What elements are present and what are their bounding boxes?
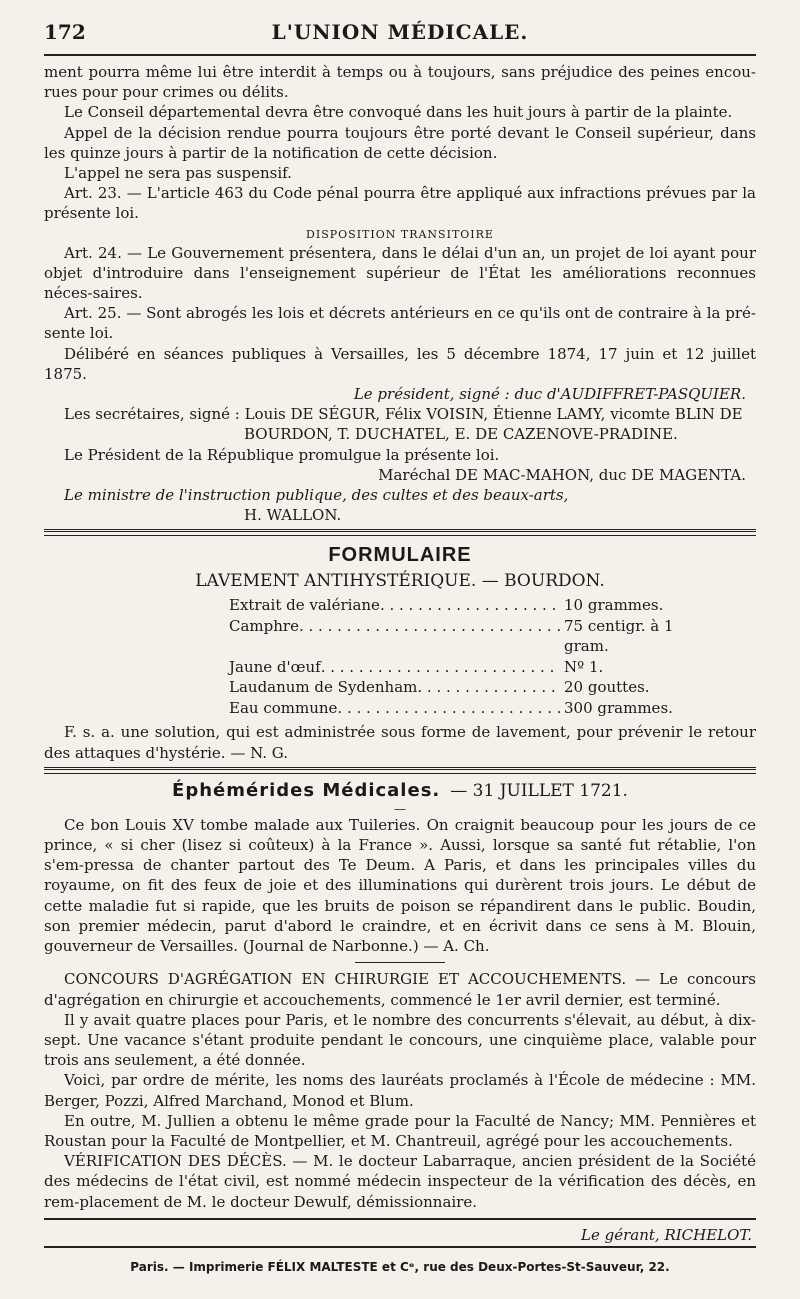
leader-dots <box>337 698 560 719</box>
deliberation-line: Délibéré en séances publiques à Versailles, les 5 décembre 1874, 17 juin et 12 juillet 1875. <box>44 344 756 383</box>
journal-page <box>44 20 756 1274</box>
short-divider <box>355 962 445 963</box>
news-paragraph: Il y avait quatre places pour Paris, et le nombre des concurrents s'élevait, au début, à dix-sept. Une vacance s'étant produite pendant le concours, une cinquième place, valable pour trois ans seulement, a été donnée. <box>44 1010 756 1070</box>
recipe-instructions: F. s. a. une solution, qui est administrée sous forme de lavement, pour prévenir le retour des attaques d'hystérie. — N. G. <box>44 723 756 762</box>
ephemerides-heading <box>44 780 756 801</box>
page-header <box>44 20 756 52</box>
law-paragraph: Le Conseil départemental devra être convoqué dans les huit jours à partir de la plainte. <box>64 103 733 122</box>
ephemerides-section <box>44 780 756 956</box>
recipe-quantity: 75 centigr. à 1 gram. <box>564 616 674 656</box>
law-paragraph: L'appel ne sera pas suspensif. <box>64 164 292 183</box>
leader-dots <box>380 595 560 616</box>
article-23: Art. 23. — L'article 463 du Code pénal pourra être appliqué aux infractions prévues par la présente loi. <box>44 184 756 223</box>
section-divider <box>44 529 756 536</box>
recipe-ingredient: Laudanum de Sydenham <box>229 678 418 697</box>
news-paragraph: En outre, M. Jullien a obtenu le même grade pour la Faculté de Nancy; MM. Pennières et Roustan pour la Faculté de Montpellier, et M. Chantreuil, agrégé pour les accouchements. <box>44 1111 756 1150</box>
recipe-item <box>229 677 689 698</box>
journal-title: L'UNION MÉDICALE. <box>271 20 529 44</box>
law-text-section <box>44 62 756 525</box>
recipe-list <box>229 595 689 718</box>
recipe-quantity: 10 grammes. <box>564 596 664 615</box>
recipe-quantity: 300 grammes. <box>564 698 673 717</box>
leader-dots <box>299 616 560 657</box>
ephemerides-dash: — <box>394 801 406 816</box>
section-divider <box>44 767 756 774</box>
recipe-quantity: Nº 1. <box>564 657 604 676</box>
article-25: Art. 25. — Sont abrogés les lois et décrets antérieurs en ce qu'ils ont de contraire à la pré-sente loi. <box>44 304 756 343</box>
news-paragraph: Voici, par ordre de mérite, les noms des lauréats proclamés à l'École de médecine : MM. Berger, Pozzi, Alfred Marchand, Monod et Blum. <box>44 1071 756 1110</box>
promulgation-line: Le Président de la République promulgue la présente loi. <box>64 445 500 464</box>
recipe-ingredient: Camphre <box>229 616 299 635</box>
disposition-heading: DISPOSITION TRANSITOIRE <box>306 227 494 241</box>
article-24: Art. 24. — Le Gouvernement présentera, dans le délai d'un an, un projet de loi ayant pour objet d'introduire dans l'enseignement supérieur de l'État les améliorations reconnues néces-saires. <box>44 243 756 303</box>
recipe-item <box>229 698 689 719</box>
secretaries-signature: Les secrétaires, signé : Louis DE SÉGUR, Félix VOISIN, Étienne LAMY, vicomte BLIN DE <box>64 405 743 424</box>
recipe-item <box>229 595 689 616</box>
recipe-ingredient: Jaune d'œuf <box>229 657 321 676</box>
minister-name: H. WALLON. <box>244 506 342 525</box>
president-signature: Le président, signé : duc d'AUDIFFRET-PASQUIER. <box>353 385 746 404</box>
law-paragraph: Appel de la décision rendue pourra toujours être porté devant le Conseil supérieur, dans les quinze jours à partir de la notification de cette décision. <box>44 123 756 162</box>
formulaire-section <box>44 544 756 762</box>
printer-imprint: Paris. — Imprimerie FÉLIX MALTESTE et Cᵉ, rue des Deux-Portes-St-Sauveur, 22. <box>130 1259 670 1274</box>
marshal-signature: Maréchal DE MAC-MAHON, duc DE MAGENTA. <box>378 465 746 484</box>
recipe-ingredient: Extrait de valériane <box>229 596 380 615</box>
law-paragraph: ment pourra même lui être interdit à temps ou à toujours, sans préjudice des peines encou-rues pour pour crimes ou délits. <box>44 63 756 102</box>
leader-dots <box>321 657 560 678</box>
ephemerides-title: Éphémérides Médicales. <box>172 779 441 801</box>
news-section <box>44 969 756 1211</box>
verification-heading: VÉRIFICATION DES DÉCÈS. <box>64 1152 287 1171</box>
leader-dots <box>417 677 560 698</box>
recipe-title: LAVEMENT ANTIHYSTÉRIQUE. — BOURDON. <box>195 571 605 592</box>
gerant-signature: Le gérant, RICHELOT. <box>581 1225 752 1244</box>
recipe-ingredient: Eau commune <box>229 698 338 717</box>
secretaries-signature-cont: BOURDON, T. DUCHATEL, E. DE CAZENOVE-PRADINE. <box>244 425 678 444</box>
ephemerides-date: — 31 JUILLET 1721. <box>450 780 628 801</box>
footer-rule-2 <box>44 1246 756 1248</box>
page-number: 172 <box>44 20 86 44</box>
recipe-item <box>229 616 689 657</box>
formulaire-title: FORMULAIRE <box>328 544 472 567</box>
concours-heading: CONCOURS D'AGRÉGATION EN CHIRURGIE ET ACCOUCHEMENTS. <box>64 970 627 989</box>
footer-rule <box>44 1218 756 1220</box>
ephemerides-text: Ce bon Louis XV tombe malade aux Tuileries. On craignit beaucoup pour les jours de ce prince, « si cher (lisez si coûteux) à la France ». Aussi, lorsque sa santé fut rétablie, l'on s'em-pressa de chanter partout des Te Deum. A Paris, et dans les principales villes du royaume, on fit des feux de joie et des illuminations qui durèrent trois jours. Le début de cette maladie fut si rapide, que les bruits de poison se répandirent dans le public. Boudin, son premier médecin, parut d'abord le craindre, et en écrivit dans ce sens à M. Blouin, gouverneur de Versailles. (Journal de Narbonne.) — A. Ch. <box>44 815 756 956</box>
minister-line: Le ministre de l'instruction publique, des cultes et des beaux-arts, <box>64 486 569 505</box>
verification-paragraph: VÉRIFICATION DES DÉCÈS. — M. le docteur Labarraque, ancien président de la Société des médecins de l'état civil, est nommé médecin inspecteur de la vérification des décès, en rem-placement de M. le docteur Dewulf, démissionnaire. <box>44 1152 756 1211</box>
recipe-quantity: 20 gouttes. <box>564 678 650 697</box>
concours-paragraph: CONCOURS D'AGRÉGATION EN CHIRURGIE ET ACCOUCHEMENTS. — Le concours d'agrégation en chirurgie et accouchements, commencé le 1er avril dernier, est terminé. <box>44 970 757 1009</box>
recipe-item <box>229 657 689 678</box>
header-rule <box>44 54 756 56</box>
